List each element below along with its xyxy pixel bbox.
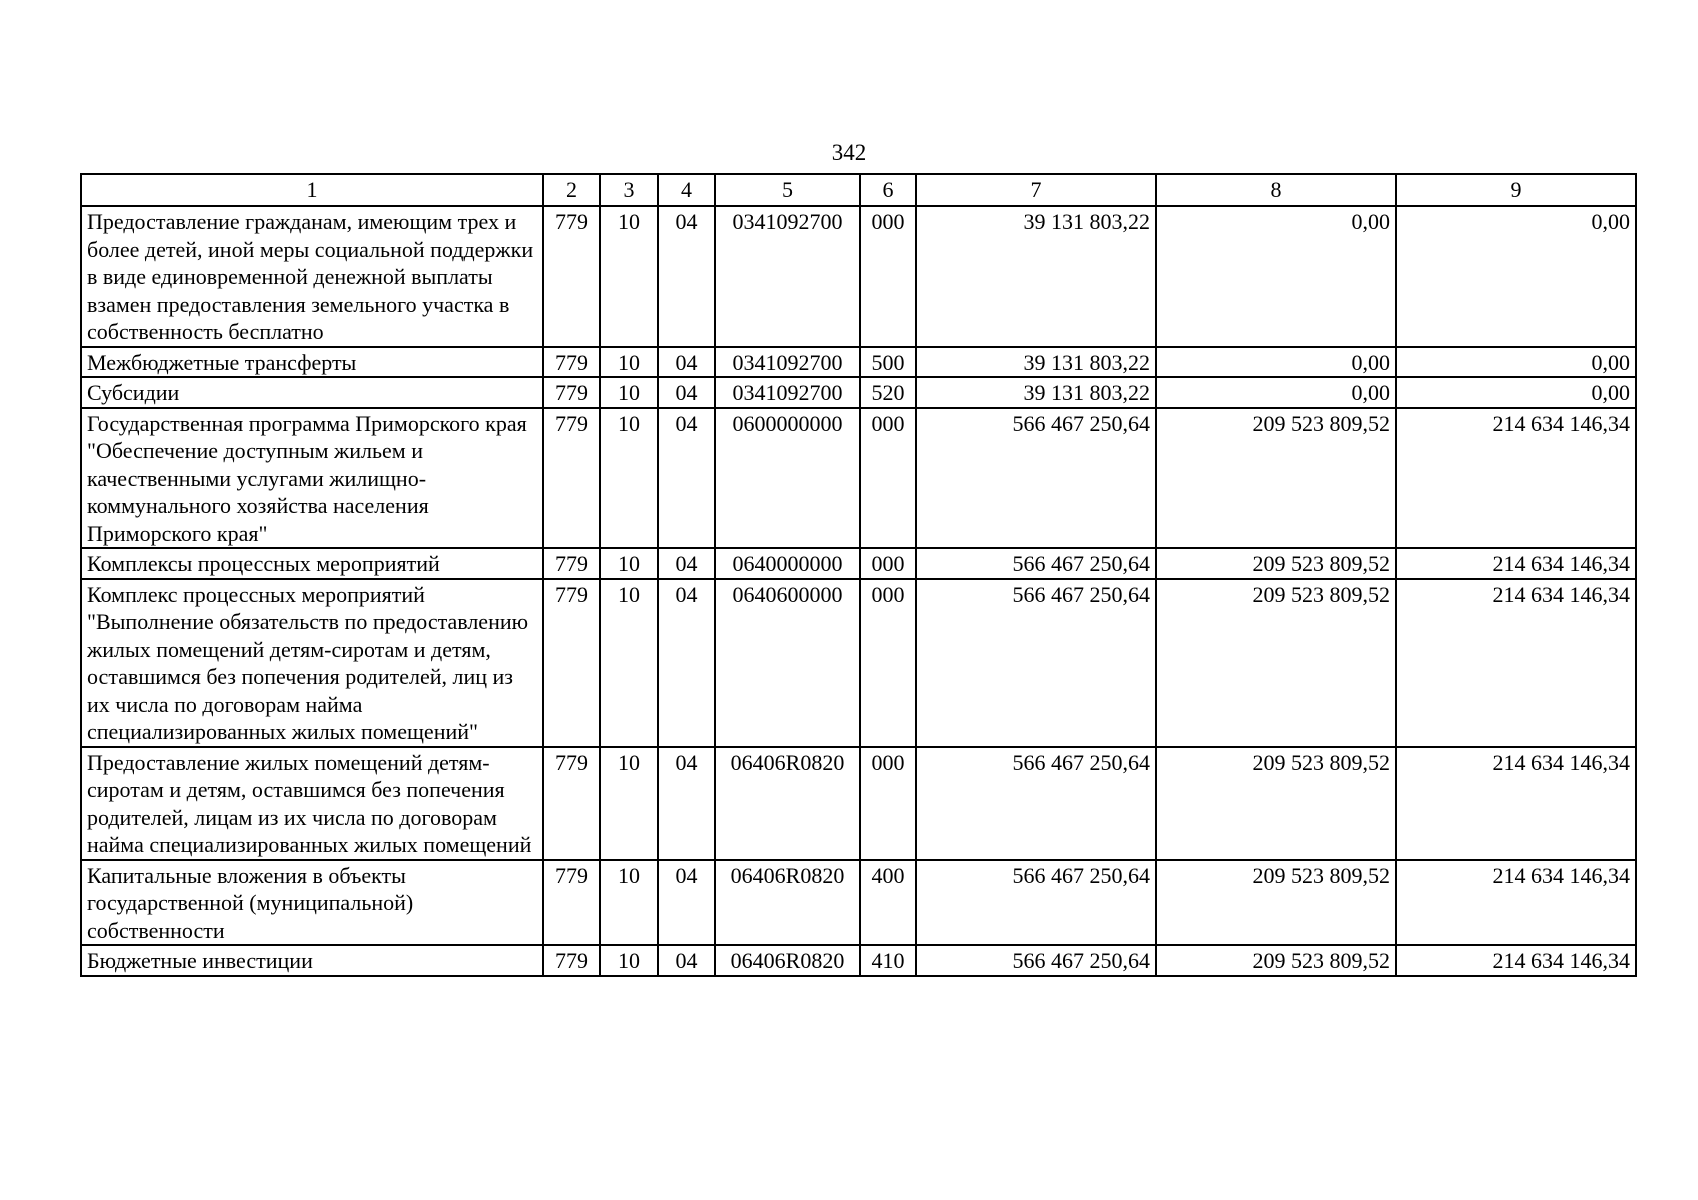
code-cell: 779 bbox=[543, 377, 600, 408]
row-name: Комплекс процессных мероприятий "Выполнение обязательств по предоставлению жилых помещений детям-сиротам и детям, оставшимся без попечения родителей, лиц из их числа по договорам найма специализированных жилых помещений" bbox=[81, 579, 543, 747]
amount-cell: 39 131 803,22 bbox=[916, 377, 1156, 408]
table-row bbox=[81, 860, 1636, 946]
code-cell: 10 bbox=[600, 945, 658, 976]
code-cell: 04 bbox=[658, 408, 715, 549]
code-cell: 000 bbox=[860, 548, 916, 579]
code-cell: 0640600000 bbox=[715, 579, 860, 747]
code-cell: 04 bbox=[658, 945, 715, 976]
code-cell: 10 bbox=[600, 860, 658, 946]
code-cell: 04 bbox=[658, 579, 715, 747]
column-header: 1 bbox=[81, 174, 543, 206]
table-row bbox=[81, 206, 1636, 347]
code-cell: 000 bbox=[860, 747, 916, 860]
row-name: Капитальные вложения в объекты государственной (муниципальной) собственности bbox=[81, 860, 543, 946]
code-cell: 04 bbox=[658, 206, 715, 347]
page-number: 342 bbox=[831, 140, 867, 165]
amount-cell: 566 467 250,64 bbox=[916, 945, 1156, 976]
amount-cell: 214 634 146,34 bbox=[1396, 860, 1636, 946]
amount-cell: 209 523 809,52 bbox=[1156, 579, 1396, 747]
code-cell: 10 bbox=[600, 206, 658, 347]
row-name: Предоставление гражданам, имеющим трех и более детей, иной меры социальной поддержки в виде единовременной денежной выплаты взамен предоставления земельного участка в собственность бесплатно bbox=[81, 206, 543, 347]
amount-cell: 566 467 250,64 bbox=[916, 579, 1156, 747]
code-cell: 04 bbox=[658, 860, 715, 946]
amount-cell: 566 467 250,64 bbox=[916, 860, 1156, 946]
code-cell: 000 bbox=[860, 206, 916, 347]
code-cell: 000 bbox=[860, 408, 916, 549]
amount-cell: 566 467 250,64 bbox=[916, 408, 1156, 549]
amount-cell: 0,00 bbox=[1156, 206, 1396, 347]
table-row bbox=[81, 377, 1636, 408]
code-cell: 06406R0820 bbox=[715, 747, 860, 860]
amount-cell: 0,00 bbox=[1156, 377, 1396, 408]
code-cell: 06406R0820 bbox=[715, 860, 860, 946]
code-cell: 400 bbox=[860, 860, 916, 946]
table-row bbox=[81, 408, 1636, 549]
amount-cell: 214 634 146,34 bbox=[1396, 548, 1636, 579]
column-header: 5 bbox=[715, 174, 860, 206]
column-header: 9 bbox=[1396, 174, 1636, 206]
amount-cell: 0,00 bbox=[1396, 377, 1636, 408]
code-cell: 779 bbox=[543, 747, 600, 860]
code-cell: 779 bbox=[543, 206, 600, 347]
code-cell: 04 bbox=[658, 747, 715, 860]
code-cell: 779 bbox=[543, 548, 600, 579]
amount-cell: 214 634 146,34 bbox=[1396, 408, 1636, 549]
code-cell: 000 bbox=[860, 579, 916, 747]
row-name: Субсидии bbox=[81, 377, 543, 408]
code-cell: 04 bbox=[658, 347, 715, 378]
amount-cell: 0,00 bbox=[1396, 206, 1636, 347]
amount-cell: 566 467 250,64 bbox=[916, 747, 1156, 860]
amount-cell: 209 523 809,52 bbox=[1156, 548, 1396, 579]
amount-cell: 214 634 146,34 bbox=[1396, 945, 1636, 976]
code-cell: 779 bbox=[543, 347, 600, 378]
code-cell: 10 bbox=[600, 408, 658, 549]
code-cell: 779 bbox=[543, 945, 600, 976]
column-header: 7 bbox=[916, 174, 1156, 206]
column-header: 4 bbox=[658, 174, 715, 206]
table-row bbox=[81, 945, 1636, 976]
code-cell: 0600000000 bbox=[715, 408, 860, 549]
amount-cell: 0,00 bbox=[1396, 347, 1636, 378]
amount-cell: 0,00 bbox=[1156, 347, 1396, 378]
code-cell: 779 bbox=[543, 408, 600, 549]
code-cell: 10 bbox=[600, 377, 658, 408]
code-cell: 04 bbox=[658, 377, 715, 408]
code-cell: 779 bbox=[543, 579, 600, 747]
code-cell: 10 bbox=[600, 347, 658, 378]
row-name: Межбюджетные трансферты bbox=[81, 347, 543, 378]
amount-cell: 39 131 803,22 bbox=[916, 347, 1156, 378]
code-cell: 04 bbox=[658, 548, 715, 579]
code-cell: 10 bbox=[600, 548, 658, 579]
amount-cell: 214 634 146,34 bbox=[1396, 747, 1636, 860]
code-cell: 06406R0820 bbox=[715, 945, 860, 976]
budget-table bbox=[80, 173, 1637, 977]
code-cell: 0341092700 bbox=[715, 377, 860, 408]
amount-cell: 209 523 809,52 bbox=[1156, 860, 1396, 946]
code-cell: 0341092700 bbox=[715, 206, 860, 347]
row-name: Бюджетные инвестиции bbox=[81, 945, 543, 976]
amount-cell: 209 523 809,52 bbox=[1156, 747, 1396, 860]
amount-cell: 209 523 809,52 bbox=[1156, 408, 1396, 549]
table-row bbox=[81, 579, 1636, 747]
code-cell: 10 bbox=[600, 579, 658, 747]
code-cell: 10 bbox=[600, 747, 658, 860]
code-cell: 410 bbox=[860, 945, 916, 976]
row-name: Комплексы процессных мероприятий bbox=[81, 548, 543, 579]
column-header: 6 bbox=[860, 174, 916, 206]
table-row bbox=[81, 548, 1636, 579]
code-cell: 500 bbox=[860, 347, 916, 378]
amount-cell: 209 523 809,52 bbox=[1156, 945, 1396, 976]
table-row bbox=[81, 747, 1636, 860]
column-header: 2 bbox=[543, 174, 600, 206]
code-cell: 0640000000 bbox=[715, 548, 860, 579]
amount-cell: 566 467 250,64 bbox=[916, 548, 1156, 579]
amount-cell: 39 131 803,22 bbox=[916, 206, 1156, 347]
code-cell: 0341092700 bbox=[715, 347, 860, 378]
row-name: Государственная программа Приморского края "Обеспечение доступным жильем и качественными услугами жилищно-коммунального хозяйства населения Приморского края" bbox=[81, 408, 543, 549]
row-name: Предоставление жилых помещений детям-сиротам и детям, оставшимся без попечения родителей, лицам из их числа по договорам найма специализированных жилых помещений bbox=[81, 747, 543, 860]
column-header: 3 bbox=[600, 174, 658, 206]
code-cell: 779 bbox=[543, 860, 600, 946]
column-header: 8 bbox=[1156, 174, 1396, 206]
table-row bbox=[81, 347, 1636, 378]
amount-cell: 214 634 146,34 bbox=[1396, 579, 1636, 747]
table-header-row bbox=[81, 174, 1636, 206]
code-cell: 520 bbox=[860, 377, 916, 408]
